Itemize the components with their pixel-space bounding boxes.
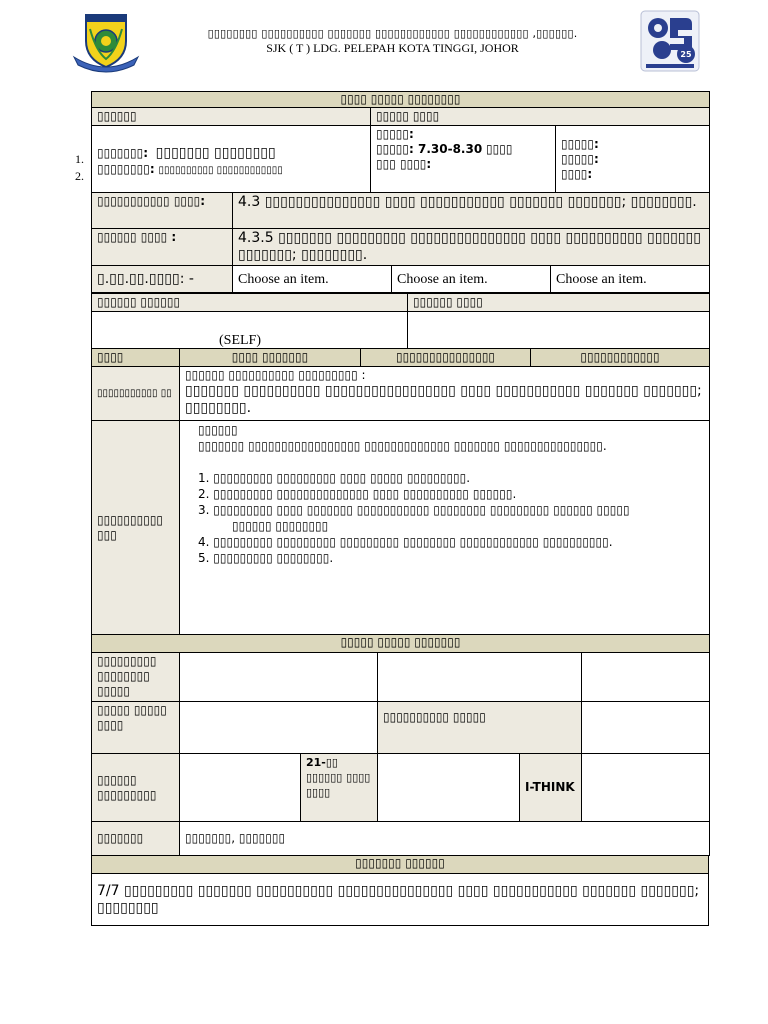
svg-text:25: 25	[680, 50, 692, 59]
subject-theme-cell	[92, 126, 371, 193]
day-label: ▯▯▯▯▯ ▯▯▯▯	[371, 108, 710, 126]
theme-value: ▯▯▯▯▯▯▯▯▯▯ ▯▯▯▯▯▯▯▯▯▯▯▯	[158, 165, 283, 176]
col-head-2: ▯▯▯▯ ▯▯▯▯▯▯▯	[180, 349, 361, 367]
reflection-table	[91, 855, 709, 926]
present-label: ▯▯▯▯:	[561, 166, 593, 181]
section2-table	[91, 634, 710, 856]
subject-value: ▯▯▯▯▯▯▯ ▯▯▯▯▯▯▯▯	[155, 145, 276, 161]
r2-label: ▯▯▯▯▯ ▯▯▯▯▯ ▯▯▯▯	[92, 702, 180, 754]
col-head-4: ▯▯▯▯▯▯▯▯▯▯▯▯	[531, 349, 710, 367]
class-cell	[556, 126, 710, 193]
activity-label: ▯▯▯▯▯▯▯▯▯▯ ▯▯▯	[92, 421, 180, 636]
r2-mid-label: ▯▯▯▯▯▯▯▯▯▯ ▯▯▯▯▯	[378, 702, 582, 754]
info-table	[91, 91, 710, 193]
subject-label: ▯▯▯▯▯▯▯:	[97, 146, 149, 160]
learning-standard-label: ▯▯▯▯▯▯ ▯▯▯▯ :	[92, 229, 233, 266]
objective-cell	[180, 367, 710, 421]
school-name-tamil: ▯▯▯▯▯▯▯▯ ▯▯▯▯▯▯▯▯▯▯ ▯▯▯▯▯▯▯ ▯▯▯▯▯▯▯▯▯▯▯▯ ▯▯▯▯▯▯▯▯▯▯▯▯ ,▯▯▯▯▯▯.	[207, 27, 578, 40]
week-label: ▯▯▯▯▯▯	[92, 108, 371, 126]
objective-intro: ▯▯▯▯▯▯ ▯▯▯▯▯▯▯▯▯▯ ▯▯▯▯▯▯▯▯▯ :	[185, 368, 366, 382]
side-number-1: 1.	[75, 152, 84, 166]
r3-21-label: 21-▯▯ ▯▯▯▯▯▯ ▯▯▯▯ ▯▯▯▯	[301, 754, 378, 822]
pre-knowledge-value	[92, 312, 408, 350]
sk-25-anniversary-logo	[640, 10, 700, 72]
r1-cell-a	[180, 653, 378, 702]
time-label: ▯▯▯▯▯: 7.30-8.30	[376, 142, 483, 156]
content-standard-value: 4.3 ▯▯▯▯▯▯▯▯▯▯▯▯▯▯▯ ▯▯▯▯ ▯▯▯▯▯▯▯▯▯▯▯ ▯▯▯▯▯▯▯ ▯▯▯▯▯▯▯; ▯▯▯▯▯▯▯▯.	[233, 193, 710, 229]
choose-item-1[interactable]: Choose an item.	[233, 266, 392, 293]
r2-cell-a	[180, 702, 378, 754]
r4-label: ▯▯▯▯▯▯▯	[92, 822, 180, 856]
activity-intro: ▯▯▯▯▯▯▯ ▯▯▯▯▯▯▯▯▯▯▯▯▯▯▯▯▯ ▯▯▯▯▯▯▯▯▯▯▯▯▯ ▯▯▯▯▯▯▯ ▯▯▯▯▯▯▯▯▯▯▯▯▯▯▯.	[198, 439, 607, 453]
post-knowledge-value	[408, 312, 710, 350]
reflection-text: 7/7 ▯▯▯▯▯▯▯▯▯ ▯▯▯▯▯▯▯ ▯▯▯▯▯▯▯▯▯▯ ▯▯▯▯▯▯▯▯▯▯▯▯▯▯▯ ▯▯▯▯ ▯▯▯▯▯▯▯▯▯▯▯ ▯▯▯▯▯▯▯ ▯▯▯▯▯▯▯; ▯▯▯▯▯▯▯▯	[92, 874, 709, 926]
objective-label: ▯▯▯▯▯▯▯▯▯▯▯ ▯▯	[92, 367, 180, 421]
r2-cell-c	[582, 702, 710, 754]
col-head-1: ▯▯▯▯	[92, 349, 180, 367]
theme-label: ▯▯▯▯▯▯▯▯:	[97, 162, 155, 176]
r3-cell-b	[378, 754, 520, 822]
date-label: ▯▯▯▯▯:	[376, 127, 414, 141]
cross-curricular-label: ▯.▯▯.▯▯.▯▯▯▯: -	[92, 266, 233, 293]
r1-label: ▯▯▯▯▯▯▯▯▯ ▯▯▯▯▯▯▯▯ ▯▯▯▯▯	[92, 653, 180, 702]
section2-title: ▯▯▯▯▯ ▯▯▯▯▯ ▯▯▯▯▯▯▯	[92, 635, 710, 653]
r3-cell-a	[180, 754, 301, 822]
r1-cell-b	[378, 653, 582, 702]
school-crest-logo	[72, 11, 140, 73]
r3-ithink-label: I-THINK	[520, 754, 582, 822]
r3-label: ▯▯▯▯▯▯ ▯▯▯▯▯▯▯▯▯	[92, 754, 180, 822]
choose-item-2[interactable]: Choose an item.	[392, 266, 551, 293]
activity-step-3: 3. ▯▯▯▯▯▯▯▯▯ ▯▯▯▯ ▯▯▯▯▯▯▯ ▯▯▯▯▯▯▯▯▯▯▯ ▯▯▯▯▯▯▯▯ ▯▯▯▯▯▯▯▯▯ ▯▯▯▯▯▯ ▯▯▯▯▯	[198, 503, 630, 517]
r1-cell-c	[582, 653, 710, 702]
r3-cell-c	[582, 754, 710, 822]
date-time-cell	[371, 126, 556, 193]
activity-head: ▯▯▯▯▯▯	[198, 423, 238, 437]
pre-post-table	[91, 293, 710, 350]
school-name-latin: SJK ( T ) LDG. PELEPAH KOTA TINGGI, JOHOR	[266, 41, 519, 55]
activity-cell	[180, 421, 710, 636]
r4-value: ▯▯▯▯▯▯▯, ▯▯▯▯▯▯▯	[180, 822, 710, 856]
learning-standard-value: 4.3.5 ▯▯▯▯▯▯▯ ▯▯▯▯▯▯▯▯▯ ▯▯▯▯▯▯▯▯▯▯▯▯▯▯▯ ▯▯▯▯ ▯▯▯▯▯▯▯▯▯▯ ▯▯▯▯▯▯▯ ▯▯▯▯▯▯▯; ▯▯▯▯▯▯▯▯.	[233, 229, 710, 266]
standards-table	[91, 192, 710, 293]
students-label: ▯▯▯▯▯:	[561, 151, 599, 166]
self-text: (SELF)	[219, 333, 261, 348]
activity-step-4: 4. ▯▯▯▯▯▯▯▯▯ ▯▯▯▯▯▯▯▯▯ ▯▯▯▯▯▯▯▯▯ ▯▯▯▯▯▯▯▯ ▯▯▯▯▯▯▯▯▯▯▯▯ ▯▯▯▯▯▯▯▯▯▯.	[198, 535, 613, 549]
post-knowledge-label: ▯▯▯▯▯▯ ▯▯▯▯	[408, 294, 710, 312]
col-head-3: ▯▯▯▯▯▯▯▯▯▯▯▯▯▯▯	[361, 349, 531, 367]
place-label: ▯▯▯ ▯▯▯▯:	[376, 157, 432, 171]
choose-item-3[interactable]: Choose an item.	[551, 266, 710, 293]
pre-knowledge-label: ▯▯▯▯▯▯ ▯▯▯▯▯▯	[92, 294, 408, 312]
class-label: ▯▯▯▯▯:	[561, 136, 599, 151]
time-suffix: ▯▯▯▯	[486, 142, 513, 156]
side-number-2: 2.	[75, 169, 84, 183]
content-standard-label: ▯▯▯▯▯▯▯▯▯▯▯ ▯▯▯▯:	[92, 193, 233, 229]
activity-step-1: 1. ▯▯▯▯▯▯▯▯▯ ▯▯▯▯▯▯▯▯▯ ▯▯▯▯ ▯▯▯▯▯ ▯▯▯▯▯▯▯▯▯.	[198, 471, 471, 485]
activity-step-5: 5. ▯▯▯▯▯▯▯▯▯ ▯▯▯▯▯▯▯▯.	[198, 551, 334, 565]
plan-title: ▯▯▯▯ ▯▯▯▯▯ ▯▯▯▯▯▯▯▯	[92, 92, 710, 108]
activity-step-2: 2. ▯▯▯▯▯▯▯▯▯ ▯▯▯▯▯▯▯▯▯▯▯▯▯▯ ▯▯▯▯ ▯▯▯▯▯▯▯▯▯▯ ▯▯▯▯▯▯.	[198, 487, 517, 501]
objective-text: ▯▯▯▯▯▯▯ ▯▯▯▯▯▯▯▯▯▯ ▯▯▯▯▯▯▯▯▯▯▯▯▯▯▯▯▯ ▯▯▯▯ ▯▯▯▯▯▯▯▯▯▯▯ ▯▯▯▯▯▯▯ ▯▯▯▯▯▯▯; ▯▯▯▯▯▯▯▯.	[185, 383, 702, 416]
activity-step-3b: ▯▯▯▯▯▯ ▯▯▯▯▯▯▯▯	[232, 519, 329, 533]
objectives-table	[91, 348, 710, 636]
section3-title: ▯▯▯▯▯▯▯ ▯▯▯▯▯▯	[92, 856, 709, 874]
